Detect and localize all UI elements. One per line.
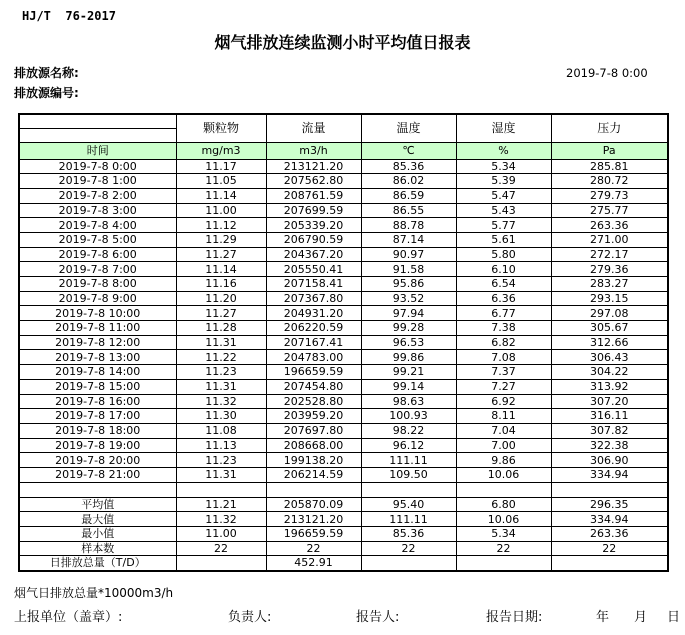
summary-label: 平均值 [19, 497, 176, 512]
col-header-pressure: 压力 [551, 114, 668, 142]
time-cell: 2019-7-8 14:00 [19, 365, 176, 380]
summary-row [19, 497, 668, 512]
table-row [19, 188, 668, 203]
value-cell: 306.90 [551, 453, 668, 468]
summary-value: 11.00 [176, 527, 266, 542]
value-cell: 207699.59 [266, 203, 361, 218]
value-cell: 99.28 [361, 321, 456, 336]
value-cell: 5.39 [456, 174, 551, 189]
value-cell: 196659.59 [266, 365, 361, 380]
signature-row [0, 606, 685, 624]
summary-value: 296.35 [551, 497, 668, 512]
value-cell: 213121.20 [266, 159, 361, 174]
value-cell: 207167.41 [266, 335, 361, 350]
value-cell: 11.16 [176, 277, 266, 292]
value-cell: 5.61 [456, 232, 551, 247]
value-cell: 10.06 [456, 467, 551, 482]
value-cell: 11.23 [176, 365, 266, 380]
value-cell: 206220.59 [266, 321, 361, 336]
time-cell: 2019-7-8 15:00 [19, 379, 176, 394]
table-row [19, 277, 668, 292]
time-cell: 2019-7-8 11:00 [19, 321, 176, 336]
time-cell: 2019-7-8 21:00 [19, 467, 176, 482]
value-cell: 203959.20 [266, 409, 361, 424]
value-cell: 279.73 [551, 188, 668, 203]
value-cell: 8.11 [456, 409, 551, 424]
value-cell: 11.17 [176, 159, 266, 174]
value-cell: 313.92 [551, 379, 668, 394]
table-row [19, 247, 668, 262]
value-cell: 91.58 [361, 262, 456, 277]
summary-value: 334.94 [551, 512, 668, 527]
value-cell: 6.77 [456, 306, 551, 321]
value-cell: 11.12 [176, 218, 266, 233]
value-cell: 11.14 [176, 188, 266, 203]
summary-row [19, 512, 668, 527]
empty-cell [176, 482, 266, 497]
value-cell: 7.08 [456, 350, 551, 365]
value-cell: 207697.80 [266, 423, 361, 438]
value-cell: 7.27 [456, 379, 551, 394]
header-empty-cell-bottom [19, 128, 176, 142]
table-row [19, 159, 668, 174]
value-cell: 97.94 [361, 306, 456, 321]
value-cell: 11.31 [176, 335, 266, 350]
value-cell: 88.78 [361, 218, 456, 233]
value-cell: 204931.20 [266, 306, 361, 321]
value-cell: 87.14 [361, 232, 456, 247]
value-cell: 11.23 [176, 453, 266, 468]
value-cell: 11.29 [176, 232, 266, 247]
value-cell: 207454.80 [266, 379, 361, 394]
table-row [19, 306, 668, 321]
summary-label: 样本数 [19, 541, 176, 556]
col-header-flow: 流量 [266, 114, 361, 142]
value-cell: 85.36 [361, 159, 456, 174]
unit-particulate: mg/m3 [176, 142, 266, 159]
value-cell: 206790.59 [266, 232, 361, 247]
value-cell: 275.77 [551, 203, 668, 218]
summary-value: 22 [361, 541, 456, 556]
value-cell: 11.27 [176, 247, 266, 262]
value-cell: 272.17 [551, 247, 668, 262]
value-cell: 86.59 [361, 188, 456, 203]
standard-number: HJ/T 76-2017 [22, 9, 116, 23]
value-cell: 86.02 [361, 174, 456, 189]
value-cell: 7.00 [456, 438, 551, 453]
value-cell: 111.11 [361, 453, 456, 468]
unit-humidity: % [456, 142, 551, 159]
col-header-particulate: 颗粒物 [176, 114, 266, 142]
summary-label: 日排放总量（T/D） [19, 556, 176, 571]
table-row [19, 262, 668, 277]
daily-total-note: 烟气日排放总量*10000m3/h [14, 586, 174, 600]
summary-value: 85.36 [361, 527, 456, 542]
value-cell: 207367.80 [266, 291, 361, 306]
col-header-temperature: 温度 [361, 114, 456, 142]
value-cell: 207562.80 [266, 174, 361, 189]
value-cell: 93.52 [361, 291, 456, 306]
table-row [19, 203, 668, 218]
table-row [19, 218, 668, 233]
summary-value: 11.21 [176, 497, 266, 512]
value-cell: 204783.00 [266, 350, 361, 365]
month-label: 月 [634, 610, 648, 625]
value-cell: 334.94 [551, 467, 668, 482]
year-label: 年 [596, 610, 610, 625]
value-cell: 280.72 [551, 174, 668, 189]
table-row [19, 467, 668, 482]
value-cell: 11.08 [176, 423, 266, 438]
value-cell: 6.36 [456, 291, 551, 306]
unit-temperature: ℃ [361, 142, 456, 159]
table-row [19, 174, 668, 189]
summary-value: 6.80 [456, 497, 551, 512]
value-cell: 11.20 [176, 291, 266, 306]
value-cell: 5.80 [456, 247, 551, 262]
time-cell: 2019-7-8 16:00 [19, 394, 176, 409]
value-cell: 6.10 [456, 262, 551, 277]
time-cell: 2019-7-8 20:00 [19, 453, 176, 468]
value-cell: 283.27 [551, 277, 668, 292]
value-cell: 7.38 [456, 321, 551, 336]
hourly-average-table [18, 113, 669, 572]
table-row [19, 321, 668, 336]
value-cell: 304.22 [551, 365, 668, 380]
time-cell: 2019-7-8 2:00 [19, 188, 176, 203]
value-cell: 5.47 [456, 188, 551, 203]
time-cell: 2019-7-8 9:00 [19, 291, 176, 306]
summary-value: 205870.09 [266, 497, 361, 512]
time-cell: 2019-7-8 18:00 [19, 423, 176, 438]
time-cell: 2019-7-8 8:00 [19, 277, 176, 292]
summary-value: 10.06 [456, 512, 551, 527]
value-cell: 305.67 [551, 321, 668, 336]
value-cell: 7.04 [456, 423, 551, 438]
time-cell: 2019-7-8 5:00 [19, 232, 176, 247]
value-cell: 204367.20 [266, 247, 361, 262]
table-row [19, 335, 668, 350]
summary-value [361, 556, 456, 571]
value-cell: 96.12 [361, 438, 456, 453]
summary-value: 213121.20 [266, 512, 361, 527]
value-cell: 285.81 [551, 159, 668, 174]
value-cell: 307.82 [551, 423, 668, 438]
summary-value [456, 556, 551, 571]
empty-cell [456, 482, 551, 497]
value-cell: 297.08 [551, 306, 668, 321]
time-cell: 2019-7-8 1:00 [19, 174, 176, 189]
summary-row [19, 556, 668, 571]
value-cell: 86.55 [361, 203, 456, 218]
report-unit-label: 上报单位（盖章）: [14, 610, 123, 625]
summary-value: 22 [456, 541, 551, 556]
table-row [19, 365, 668, 380]
source-name-label: 排放源名称: [14, 66, 79, 80]
table-row [19, 423, 668, 438]
value-cell: 6.92 [456, 394, 551, 409]
value-cell: 312.66 [551, 335, 668, 350]
summary-label: 最小值 [19, 527, 176, 542]
value-cell: 207158.41 [266, 277, 361, 292]
value-cell: 11.13 [176, 438, 266, 453]
report-datetime: 2019-7-8 0:00 [566, 66, 648, 80]
unit-pressure: Pa [551, 142, 668, 159]
value-cell: 271.00 [551, 232, 668, 247]
value-cell: 96.53 [361, 335, 456, 350]
time-header: 时间 [19, 142, 176, 159]
unit-flow: m3/h [266, 142, 361, 159]
value-cell: 11.31 [176, 467, 266, 482]
value-cell: 109.50 [361, 467, 456, 482]
page-title: 烟气排放连续监测小时平均值日报表 [214, 33, 471, 52]
value-cell: 205550.41 [266, 262, 361, 277]
table-row [19, 394, 668, 409]
report-date-label: 报告日期: [486, 610, 543, 625]
summary-value: 11.32 [176, 512, 266, 527]
value-cell: 98.22 [361, 423, 456, 438]
value-cell: 293.15 [551, 291, 668, 306]
empty-cell [361, 482, 456, 497]
summary-value: 22 [176, 541, 266, 556]
value-cell: 90.97 [361, 247, 456, 262]
unit-row [19, 142, 668, 159]
empty-cell [266, 482, 361, 497]
value-cell: 11.27 [176, 306, 266, 321]
time-cell: 2019-7-8 13:00 [19, 350, 176, 365]
time-cell: 2019-7-8 19:00 [19, 438, 176, 453]
value-cell: 307.20 [551, 394, 668, 409]
empty-cell [19, 482, 176, 497]
value-cell: 202528.80 [266, 394, 361, 409]
day-label: 日 [667, 610, 681, 625]
header-empty-cell-top [19, 114, 176, 128]
table-row [19, 379, 668, 394]
value-cell: 316.11 [551, 409, 668, 424]
value-cell: 5.77 [456, 218, 551, 233]
value-cell: 6.54 [456, 277, 551, 292]
value-cell: 98.63 [361, 394, 456, 409]
value-cell: 11.00 [176, 203, 266, 218]
value-cell: 11.30 [176, 409, 266, 424]
table-row [19, 438, 668, 453]
value-cell: 208761.59 [266, 188, 361, 203]
table-row [19, 232, 668, 247]
value-cell: 11.32 [176, 394, 266, 409]
value-cell: 208668.00 [266, 438, 361, 453]
value-cell: 206214.59 [266, 467, 361, 482]
table-row [19, 350, 668, 365]
value-cell: 199138.20 [266, 453, 361, 468]
table-body [19, 159, 668, 571]
value-cell: 7.37 [456, 365, 551, 380]
value-cell: 9.86 [456, 453, 551, 468]
summary-value: 95.40 [361, 497, 456, 512]
value-cell: 11.14 [176, 262, 266, 277]
header-row-top [19, 114, 668, 128]
value-cell: 263.36 [551, 218, 668, 233]
value-cell: 306.43 [551, 350, 668, 365]
summary-row [19, 527, 668, 542]
summary-value: 111.11 [361, 512, 456, 527]
value-cell: 100.93 [361, 409, 456, 424]
value-cell: 11.31 [176, 379, 266, 394]
time-cell: 2019-7-8 4:00 [19, 218, 176, 233]
value-cell: 205339.20 [266, 218, 361, 233]
summary-row [19, 541, 668, 556]
time-cell: 2019-7-8 17:00 [19, 409, 176, 424]
summary-label: 最大值 [19, 512, 176, 527]
table-row [19, 453, 668, 468]
value-cell: 5.34 [456, 159, 551, 174]
reporter-label: 报告人: [356, 610, 400, 625]
summary-value [551, 556, 668, 571]
source-code-label: 排放源编号: [14, 86, 79, 100]
summary-value: 5.34 [456, 527, 551, 542]
time-cell: 2019-7-8 0:00 [19, 159, 176, 174]
value-cell: 279.36 [551, 262, 668, 277]
summary-value: 196659.59 [266, 527, 361, 542]
value-cell: 11.05 [176, 174, 266, 189]
time-cell: 2019-7-8 3:00 [19, 203, 176, 218]
summary-value [176, 556, 266, 571]
summary-value: 22 [551, 541, 668, 556]
summary-value: 22 [266, 541, 361, 556]
value-cell: 6.82 [456, 335, 551, 350]
time-cell: 2019-7-8 6:00 [19, 247, 176, 262]
value-cell: 11.22 [176, 350, 266, 365]
table-header [19, 114, 668, 159]
value-cell: 322.38 [551, 438, 668, 453]
value-cell: 11.28 [176, 321, 266, 336]
col-header-humidity: 湿度 [456, 114, 551, 142]
value-cell: 99.21 [361, 365, 456, 380]
spacer-row [19, 482, 668, 497]
value-cell: 99.14 [361, 379, 456, 394]
responsible-label: 负责人: [228, 610, 272, 625]
empty-cell [551, 482, 668, 497]
summary-value: 452.91 [266, 556, 361, 571]
table-row [19, 409, 668, 424]
time-cell: 2019-7-8 10:00 [19, 306, 176, 321]
time-cell: 2019-7-8 7:00 [19, 262, 176, 277]
summary-value: 263.36 [551, 527, 668, 542]
value-cell: 99.86 [361, 350, 456, 365]
table-row [19, 291, 668, 306]
time-cell: 2019-7-8 12:00 [19, 335, 176, 350]
value-cell: 5.43 [456, 203, 551, 218]
value-cell: 95.86 [361, 277, 456, 292]
